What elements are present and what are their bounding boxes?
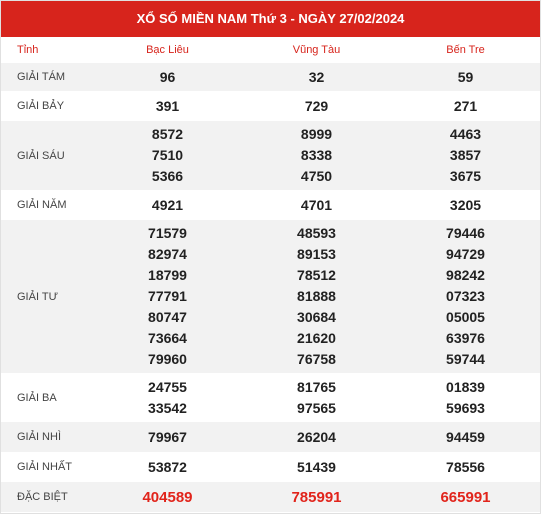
prize-number: 71579: [148, 225, 187, 241]
province-column-label: Tỉnh: [17, 44, 39, 56]
prize-number: 01839: [446, 378, 485, 395]
province-bac-lieu: Bạc Liêu: [146, 44, 189, 56]
prize-number: 4463: [449, 126, 482, 142]
prize-number: 3205: [449, 196, 482, 213]
prize-label: GIẢI TÁM: [17, 71, 66, 83]
special-prize-number: 404589: [142, 488, 193, 506]
prize-number: 391: [155, 97, 180, 114]
prize-row-8: [1, 63, 540, 91]
prize-number: 79967: [148, 428, 187, 445]
prize-number: 80747: [148, 309, 187, 325]
prize-number: 8999: [300, 126, 333, 142]
prize-row-7: [1, 91, 540, 121]
special-prize-number: 785991: [291, 488, 342, 506]
prize-number: 32: [308, 68, 325, 85]
prize-number: 4701: [300, 196, 333, 213]
prize-number: 7510: [151, 147, 184, 163]
province-header-row: [1, 37, 540, 63]
prize-number: 76758: [297, 351, 336, 367]
prize-number: 4921: [151, 196, 184, 213]
prize-number: 82974: [148, 246, 187, 262]
prize-label: GIẢI NĂM: [17, 199, 67, 211]
prize-number: 78556: [446, 458, 485, 475]
prize-number: 51439: [297, 458, 336, 475]
prize-number: 59: [457, 68, 474, 85]
prize-label: GIẢI BA: [17, 391, 57, 404]
prize-number: 63976: [446, 330, 485, 346]
prize-number: 81765: [297, 378, 336, 395]
prize-number: 3675: [449, 168, 482, 184]
prize-number: 21620: [297, 330, 336, 346]
prize-row-2: [1, 422, 540, 452]
page-title: XỔ SỐ MIỀN NAM Thứ 3 - NGÀY 27/02/2024: [1, 1, 540, 37]
prize-number: 79960: [148, 351, 187, 367]
prize-label: GIẢI NHẤT: [17, 461, 73, 473]
prize-number: 07323: [446, 288, 485, 304]
prize-row-5: [1, 190, 540, 220]
prize-number: 81888: [297, 288, 336, 304]
prize-label: GIẢI NHÌ: [17, 431, 62, 443]
prize-number: 78512: [297, 267, 336, 283]
prize-number: 26204: [297, 428, 336, 445]
prize-number: 4750: [300, 168, 333, 184]
special-prize-number: 665991: [440, 488, 491, 506]
prize-label: GIẢI TƯ: [17, 290, 58, 303]
province-ben-tre: Bến Tre: [446, 44, 485, 56]
prize-number: 73664: [148, 330, 187, 346]
prize-number: 94729: [446, 246, 485, 262]
prize-number: 5366: [151, 168, 184, 184]
prize-number: 30684: [297, 309, 336, 325]
prize-row-1: [1, 452, 540, 482]
prize-number: 79446: [446, 225, 485, 241]
prize-number: 729: [304, 97, 329, 114]
prize-number: 24755: [148, 378, 187, 395]
prize-row-4: [1, 220, 540, 373]
prize-number: 59693: [446, 399, 485, 416]
prize-label: GIẢI SÁU: [17, 149, 65, 162]
prize-number: 96: [159, 68, 176, 85]
prize-row-3: [1, 373, 540, 422]
prize-number: 59744: [446, 351, 485, 367]
prize-number: 89153: [297, 246, 336, 262]
prize-number: 3857: [449, 147, 482, 163]
results-table: [1, 37, 540, 512]
prize-number: 77791: [148, 288, 187, 304]
prize-number: 05005: [446, 309, 485, 325]
prize-number: 94459: [446, 428, 485, 445]
prize-number: 18799: [148, 267, 187, 283]
province-vung-tau: Vũng Tàu: [292, 44, 341, 56]
prize-number: 98242: [446, 267, 485, 283]
prize-number: 33542: [148, 399, 187, 416]
prize-number: 8572: [151, 126, 184, 142]
prize-label: ĐẶC BIỆT: [17, 491, 68, 503]
prize-number: 97565: [297, 399, 336, 416]
prize-row-special: [1, 482, 540, 512]
prize-row-6: [1, 121, 540, 190]
prize-number: 48593: [297, 225, 336, 241]
prize-number: 8338: [300, 147, 333, 163]
prize-number: 53872: [148, 458, 187, 475]
prize-label: GIẢI BẢY: [17, 100, 65, 112]
prize-number: 271: [453, 97, 478, 114]
